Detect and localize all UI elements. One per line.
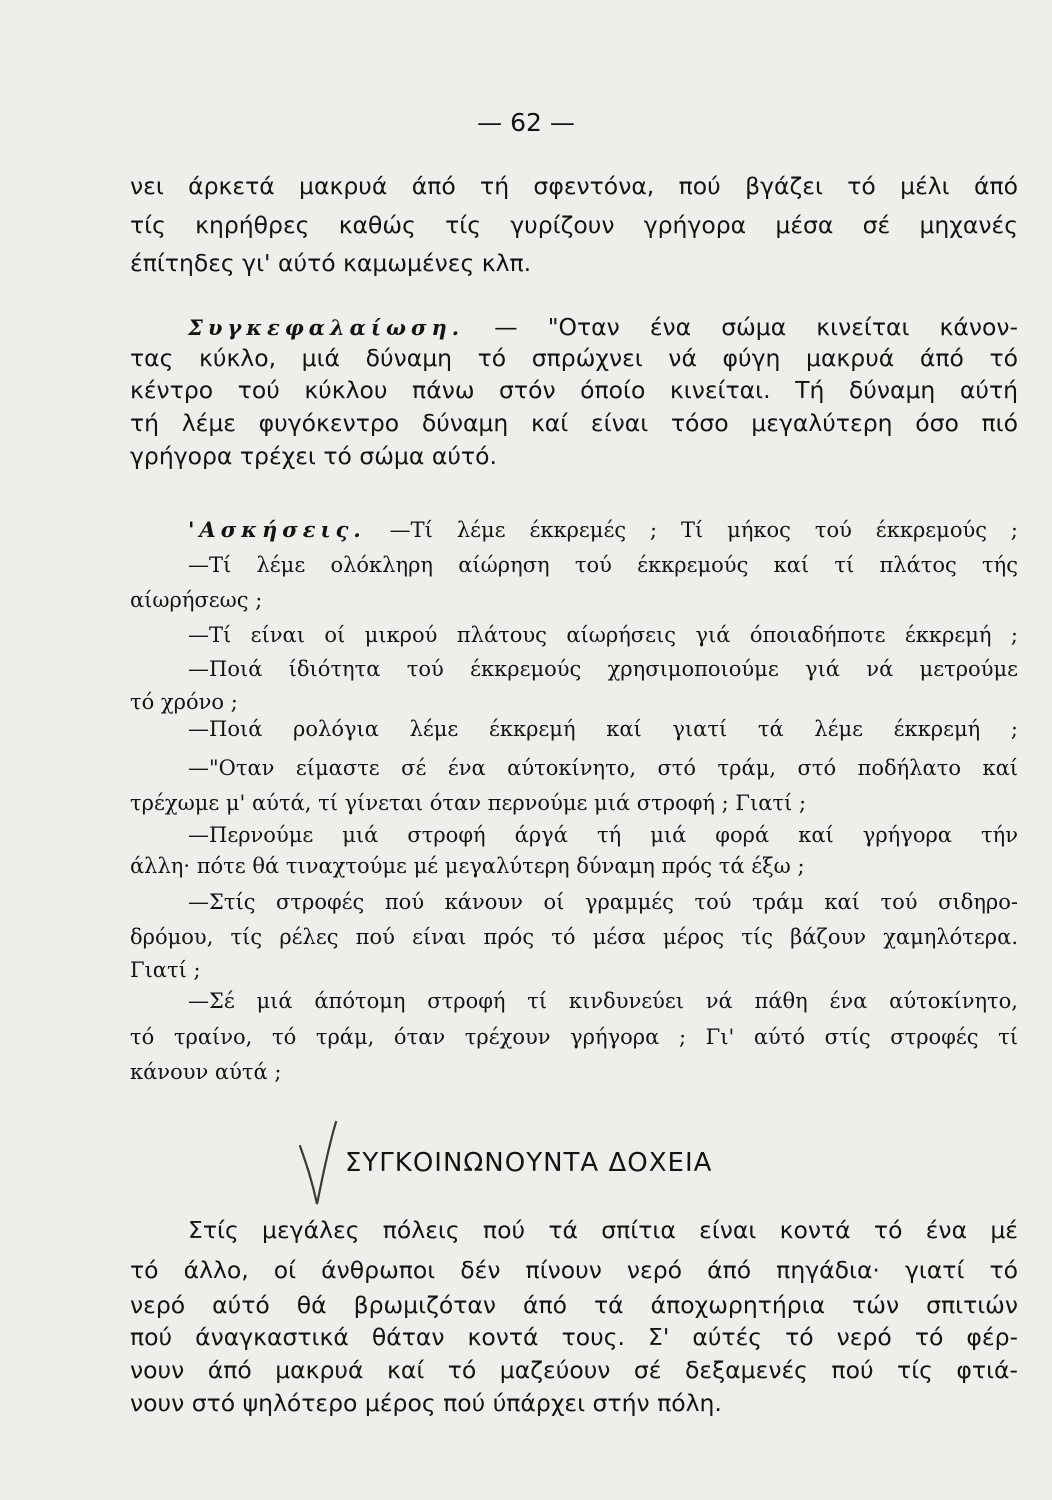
- exercises-first-text: —Τί λέμε έκκρεμές ; Τί μήκος τού έκκρεμούς ;: [389, 518, 1018, 542]
- summary-first-line: [188, 313, 1018, 341]
- text-line: τό άλλο, οί άνθρωποι δέν πίνουν νερό άπό πηγάδια· γιατί τό: [130, 1256, 1018, 1284]
- exercises-first-line: [188, 517, 1018, 542]
- text-line: νει άρκετά μακρυά άπό τή σφεντόνα, πού βγάζει τό μέλι άπό: [130, 172, 1018, 200]
- text-line: πού άναγκαστικά θάταν κοντά τους. Σ' αύτές τό νερό τό φέρ-: [130, 1323, 1018, 1351]
- exercise-question-cont: Γιατί ;: [130, 958, 201, 982]
- text-line: κέντρο τού κύκλου πάνω στόν όποίο κινείται. Τή δύναμη αύτή: [130, 376, 1018, 404]
- summary-label: Συγκεφαλαίωση.: [188, 315, 465, 340]
- exercise-question-cont: δρόμου, τίς ρέλες πού είναι πρός τό μέσα μέρος τίς βάζουν χαμηλότερα.: [130, 925, 1018, 949]
- exercise-question: —Τί είναι οί μικρού πλάτους αίωρήσεις γιά όποιαδήποτε έκκρεμή ;: [188, 623, 1018, 647]
- section-heading: ΣΥΓΚΟΙΝΩΝΟΥΝΤΑ ΔΟΧΕΙΑ: [345, 1148, 713, 1178]
- text-line: νουν στό ψηλότερο μέρος πού ύπάρχει στήν πόλη.: [130, 1389, 722, 1417]
- exercise-question-cont: κάνουν αύτά ;: [130, 1060, 282, 1084]
- summary-first-text: — "Οταν ένα σώμα κινείται κάνον-: [494, 313, 1018, 341]
- exercise-question-cont: αίωρήσεως ;: [130, 588, 263, 612]
- exercise-question: —"Οταν είμαστε σέ ένα αύτοκίνητο, στό τράμ, στό ποδήλατο καί: [188, 756, 1018, 780]
- exercise-question-cont: τρέχωμε μ' αύτά, τί γίνεται όταν περνούμε μιά στροφή ; Γιατί ;: [130, 791, 807, 815]
- exercise-question: —Σέ μιά άπότομη στροφή τί κινδυνεύει νά πάθη ένα αύτοκίνητο,: [188, 989, 1018, 1013]
- exercise-question: —Ποιά ίδιότητα τού έκκρεμούς χρησιμοποιούμε γιά νά μετρούμε: [188, 657, 1018, 681]
- text-line: Στίς μεγάλες πόλεις πού τά σπίτια είναι κοντά τό ένα μέ: [188, 1216, 1018, 1244]
- text-line: τίς κηρήθρες καθώς τίς γυρίζουν γρήγορα μέσα σέ μηχανές: [130, 211, 1018, 239]
- exercise-question-cont: τό χρόνο ;: [130, 690, 238, 714]
- exercise-question-cont: τό τραίνο, τό τράμ, όταν τρέχουν γρήγορα ; Γι' αύτό στίς στροφές τί: [130, 1025, 1018, 1049]
- text-line: νουν άπό μακρυά καί τό μαζεύουν σέ δεξαμενές πού τίς φτιά-: [130, 1356, 1018, 1384]
- text-line: έπίτηδες γι' αύτό καμωμένες κλπ.: [130, 249, 532, 277]
- exercise-question: —Περνούμε μιά στροφή άργά τή μιά φορά καί γρήγορα τήν: [188, 823, 1018, 847]
- text-line: τή λέμε φυγόκεντρο δύναμη καί είναι τόσο μεγαλύτερη όσο πιό: [130, 409, 1018, 437]
- exercise-question: —Ποιά ρολόγια λέμε έκκρεμή καί γιατί τά λέμε έκκρεμή ;: [188, 717, 1018, 741]
- exercise-question-cont: άλλη· πότε θά τιναχτούμε μέ μεγαλύτερη δύναμη πρός τά έξω ;: [130, 854, 805, 878]
- handwritten-checkmark-icon: [296, 1118, 340, 1210]
- exercise-question: —Στίς στροφές πού κάνουν οί γραμμές τού τράμ καί τού σιδηρο-: [188, 890, 1018, 914]
- exercises-label: 'Ασκήσεις.: [188, 517, 366, 542]
- page-number: — 62 —: [477, 108, 575, 137]
- text-line: γρήγορα τρέχει τό σώμα αύτό.: [130, 442, 497, 470]
- exercise-question: —Τί λέμε ολόκληρη αίώρηση τού έκκρεμούς καί τί πλάτος τής: [188, 553, 1018, 577]
- text-line: νερό αύτό θά βρωμιζόταν άπό τά άποχωρητήρια τών σπιτιών: [130, 1291, 1018, 1319]
- text-line: τας κύκλο, μιά δύναμη τό σπρώχνει νά φύγη μακρυά άπό τό: [130, 344, 1018, 372]
